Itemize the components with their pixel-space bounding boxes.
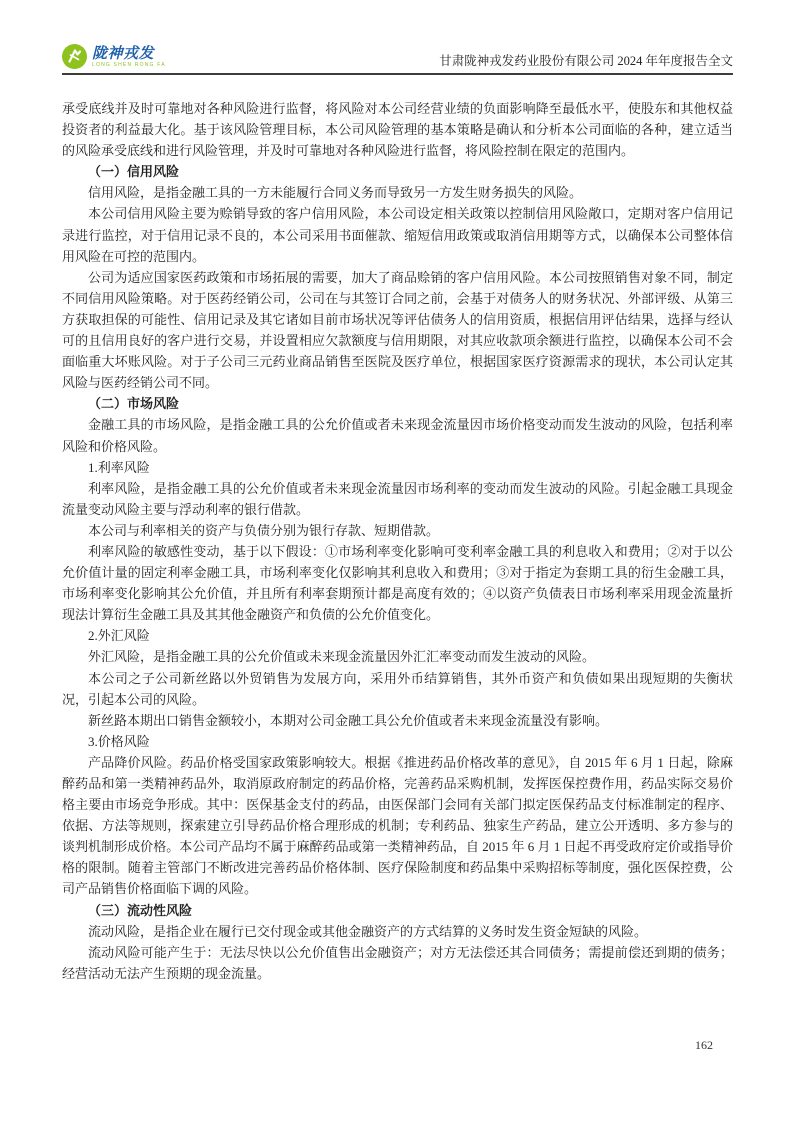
body-paragraph: 利率风险，是指金融工具的公允价值或者未来现金流量因市场利率的变动而发生波动的风险。引起金融工具现金流量变动风险主要与浮动利率的银行借款。 bbox=[62, 480, 733, 517]
body-paragraph: 本公司信用风险主要为赊销导致的客户信用风险，本公司设定相关政策以控制信用风险敞口，定期对客户信用记录进行监控，对于信用记录不良的，本公司采用书面催款、缩短信用政策或取消信用期等方式，以确保本公司整体信用风险在可控的范围内。 bbox=[62, 206, 733, 264]
document-body bbox=[62, 98, 733, 984]
page-number: 162 bbox=[695, 1038, 713, 1052]
body-paragraph: 2.外汇风险 bbox=[88, 628, 150, 644]
logo-brand-en: LONG SHEN RONG FA bbox=[92, 61, 166, 68]
logo-brand-cn: 陇神戎发 bbox=[92, 44, 155, 62]
body-paragraph: 流动风险，是指企业在履行已交付现金或其他金融资产的方式结算的义务时发生资金短缺的风险。 bbox=[88, 923, 648, 939]
body-paragraph: 本公司之子公司新丝路以外贸销售为发展方向，采用外币结算销售，其外币资产和负债如果出现短期的失衡状况，引起本公司的风险。 bbox=[62, 670, 733, 707]
body-paragraph: 新丝路本期出口销售金额较小，本期对公司金融工具公允价值或者未来现金流量没有影响。 bbox=[88, 712, 609, 728]
body-paragraph: 流动风险可能产生于：无法尽快以公允价值售出金融资产；对方无法偿还其合同债务；需提前偿还到期的债务；经营活动无法产生预期的现金流量。 bbox=[62, 944, 733, 981]
body-paragraph: 公司为适应国家医药政策和市场拓展的需要，加大了商品赊销的客户信用风险。本公司按照销售对象不同，制定不同信用风险策略。对于医药经销公司，公司在与其签订合同之前，会基于对债务人的财务状况、外部评级、从第三方获取担保的可能性、信用记录及其它诸如目前市场状况等评估债务人的信用资质，根据信用评估结果，选择与经认可的且信用良好的客户进行交易，并设置相应欠款额度与信用期限，对其应收款项余额进行监控，以确保本公司不会面临重大坏账风险。对于子公司三元药业商品销售至医院及医疗单位，根据国家医疗资源需求的现状，本公司认定其风险与医药经销公司不同。 bbox=[62, 269, 733, 391]
body-paragraph: 3.价格风险 bbox=[88, 733, 150, 749]
section-heading: （二）市场风险 bbox=[88, 396, 180, 412]
body-paragraph: 1.利率风险 bbox=[88, 459, 150, 475]
section-heading: （一）信用风险 bbox=[88, 164, 180, 180]
body-paragraph: 本公司与利率相关的资产与负债分别为银行存款、短期借款。 bbox=[88, 522, 440, 538]
page-header bbox=[62, 44, 733, 75]
logo-text bbox=[92, 46, 166, 68]
body-paragraph: 金融工具的市场风险，是指金融工具的公允价值或者未来现金流量因市场价格变动而发生波动的风险，包括利率风险和价格风险。 bbox=[62, 417, 733, 454]
body-paragraph: 产品降价风险。药品价格受国家政策影响较大。根据《推进药品价格改革的意见》，自 2015 年 6 月 1 日起，除麻醉药品和第一类精神药品外，取消原政府制定的药品价格，完善药品采购机制，发挥医保控费作用，药品实际交易价格主要由市场竞争形成。其中：医保基金支付的药品，由医保部门会同有关部门拟定医保药品支付标准制定的程序、依据、方法等规则，探索建立引导药品价格合理形成的机制；专利药品、独家生产药品，建立公开透明、多方参与的谈判机制形成价格。本公司产品均不属于麻醉药品或第一类精神药品，自 2015 年 6 月 1 日起不再受政府定价或指导价格的限制。随着主管部门不断改进完善药品价格体制、医疗保险制度和药品集中采购招标等制度，强化医保控费，公司产品销售价格面临下调的风险。 bbox=[62, 754, 733, 897]
report-title: 甘肃陇神戎发药业股份有限公司 2024 年年度报告全文 bbox=[439, 54, 733, 68]
section-heading: （三）流动性风险 bbox=[88, 902, 193, 918]
body-paragraph: 信用风险，是指金融工具的一方未能履行合同义务而导致另一方发生财务损失的风险。 bbox=[88, 185, 583, 201]
company-logo bbox=[62, 44, 166, 69]
body-paragraph: 外汇风险，是指金融工具的公允价值或未来现金流量因外汇汇率变动而发生波动的风险。 bbox=[88, 649, 596, 665]
body-paragraph: 承受底线并及时可靠地对各种风险进行监督，将风险对本公司经营业绩的负面影响降至最低水平，使股东和其他权益投资者的利益最大化。基于该风险管理目标，本公司风险管理的基本策略是确认和分析本公司面临的各种，建立适当的风险承受底线和进行风险管理，并及时可靠地对各种风险进行监督，将风险控制在限定的范围内。 bbox=[62, 101, 733, 159]
body-paragraph: 利率风险的敏感性变动，基于以下假设：①市场利率变化影响可变利率金融工具的利息收入和费用；②对于以公允价值计量的固定利率金融工具，市场利率变化仅影响其利息收入和费用；③对于指定为套期工具的衍生金融工具，市场利率变化影响其公允价值，并且所有利率套期预计都是高度有效的；④以资产负债表日市场利率采用现金流量折现法计算衍生金融工具及其其他金融资产和负债的公允价值变化。 bbox=[62, 543, 733, 623]
logo-icon bbox=[62, 44, 87, 69]
